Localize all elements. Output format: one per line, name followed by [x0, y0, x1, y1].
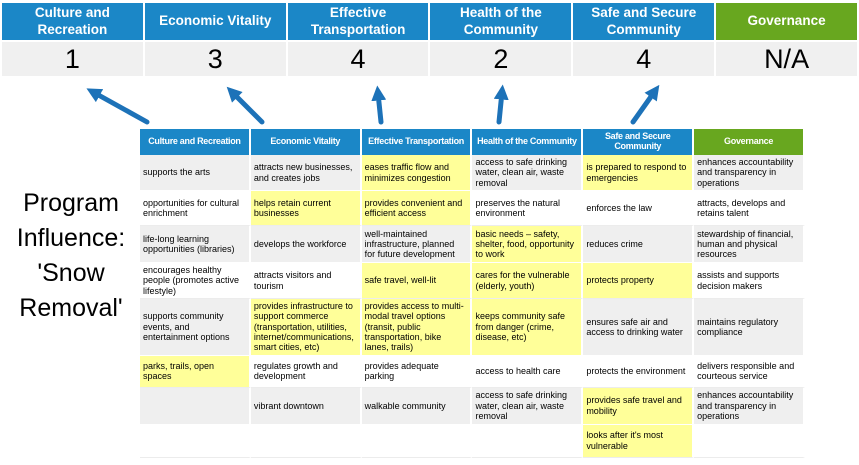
matrix-cell-maintains-regulatory-compliance: maintains regulatory compliance — [694, 299, 805, 356]
matrix-cell-basic-needs-safety-shelter-food-opportun: basic needs – safety, shelter, food, opportunity to work — [472, 226, 583, 263]
matrix-cell-parks-trails-open-spaces: parks, trails, open spaces — [140, 356, 251, 388]
matrix-header-economic-vitality: Economic Vitality — [251, 129, 362, 155]
matrix-cell-access-to-safe-drinking-water-clean-air-: access to safe drinking water, clean air, waste removal — [472, 388, 583, 425]
matrix-cell-looks-after-it-s-most-vulnerable: looks after it's most vulnerable — [583, 425, 694, 458]
matrix-cell-empty — [694, 425, 805, 458]
matrix-cell-empty — [251, 425, 362, 458]
matrix-cell-enforces-the-law: enforces the law — [583, 191, 694, 226]
matrix-cell-access-to-safe-drinking-water-clean-air-: access to safe drinking water, clean air, waste removal — [472, 155, 583, 191]
matrix-cell-well-maintained-infrastructure-planned-f: well-maintained infrastructure, planned for future development — [362, 226, 473, 263]
score-header-effective-transportation: Effective Transportation — [288, 3, 429, 40]
matrix-cell-empty — [140, 388, 251, 425]
matrix-cell-develops-the-workforce: develops the workforce — [251, 226, 362, 263]
arrow-economic-vitality — [232, 92, 262, 122]
arrow-effective-transportation — [378, 93, 381, 122]
arrow-safe-secure-community — [633, 91, 655, 122]
score-value-culture-and-recreation: 1 — [2, 42, 143, 76]
matrix-cell-access-to-health-care: access to health care — [472, 356, 583, 388]
matrix-cell-supports-the-arts: supports the arts — [140, 155, 251, 191]
matrix-header-effective-transportation: Effective Transportation — [362, 129, 473, 155]
matrix-row — [140, 155, 805, 191]
matrix-cell-regulates-growth-and-development: regulates growth and development — [251, 356, 362, 388]
matrix-row — [140, 226, 805, 263]
score-value-health-of-the-community: 2 — [430, 42, 571, 76]
matrix-cell-assists-and-supports-decision-makers: assists and supports decision makers — [694, 263, 805, 299]
matrix-cell-vibrant-downtown: vibrant downtown — [251, 388, 362, 425]
score-header-health-of-the-community: Health of the Community — [430, 3, 571, 40]
matrix-cell-eases-traffic-flow-and-minimizes-congest: eases traffic flow and minimizes congestion — [362, 155, 473, 191]
matrix-cell-is-prepared-to-respond-to-emergencies: is prepared to respond to emergencies — [583, 155, 694, 191]
matrix-cell-safe-travel-well-lit: safe travel, well-lit — [362, 263, 473, 299]
matrix-row — [140, 191, 805, 226]
matrix-row — [140, 425, 805, 458]
score-header-culture-and-recreation: Culture and Recreation — [2, 3, 143, 40]
matrix-cell-attracts-new-businesses-and-creates-jobs: attracts new businesses, and creates jobs — [251, 155, 362, 191]
matrix-cell-encourages-healthy-people-promotes-activ: encourages healthy people (promotes active lifestyle) — [140, 263, 251, 299]
matrix-row — [140, 263, 805, 299]
matrix-cell-opportunities-for-cultural-enrichment: opportunities for cultural enrichment — [140, 191, 251, 226]
matrix-header-health-of-the-community: Health of the Community — [472, 129, 583, 155]
program-influence-title: Program Influence: 'Snow Removal' — [16, 189, 126, 322]
score-summary-table — [2, 3, 857, 76]
matrix-cell-provides-adequate-parking: provides adequate parking — [362, 356, 473, 388]
matrix-cell-attracts-develops-and-retains-talent: attracts, develops and retains talent — [694, 191, 805, 226]
matrix-cell-provides-infrastructure-to-support-comme: provides infrastructure to support commerce (transportation, utilities, internet/communications, smart cities, etc) — [251, 299, 362, 356]
matrix-header-culture-and-recreation: Culture and Recreation — [140, 129, 251, 155]
arrow-health-community — [499, 92, 502, 122]
matrix-cell-empty — [472, 425, 583, 458]
matrix-cell-empty — [140, 425, 251, 458]
score-value-effective-transportation: 4 — [288, 42, 429, 76]
matrix-cell-cares-for-the-vulnerable-elderly-youth: cares for the vulnerable (elderly, youth) — [472, 263, 583, 299]
matrix-cell-provides-convenient-and-efficient-access: provides convenient and efficient access — [362, 191, 473, 226]
category-matrix-table — [140, 129, 805, 458]
matrix-cell-stewardship-of-financial-human-and-physi: stewardship of financial, human and physical resources — [694, 226, 805, 263]
matrix-cell-reduces-crime: reduces crime — [583, 226, 694, 263]
matrix-cell-provides-safe-travel-and-mobility: provides safe travel and mobility — [583, 388, 694, 425]
matrix-cell-empty — [362, 425, 473, 458]
score-value-governance: N/A — [716, 42, 857, 76]
score-value-economic-vitality: 3 — [145, 42, 286, 76]
matrix-cell-attracts-visitors-and-tourism: attracts visitors and tourism — [251, 263, 362, 299]
matrix-header-governance: Governance — [694, 129, 805, 155]
matrix-cell-supports-community-events-and-entertainm: supports community events, and entertainment options — [140, 299, 251, 356]
matrix-header-safe-and-secure-community: Safe and Secure Community — [583, 129, 694, 155]
matrix-cell-preserves-the-natural-environment: preserves the natural environment — [472, 191, 583, 226]
score-header-governance: Governance — [716, 3, 857, 40]
matrix-row — [140, 388, 805, 425]
matrix-cell-keeps-community-safe-from-danger-crime-d: keeps community safe from danger (crime, disease, etc) — [472, 299, 583, 356]
matrix-cell-walkable-community: walkable community — [362, 388, 473, 425]
score-value-safe-and-secure-community: 4 — [573, 42, 714, 76]
matrix-cell-enhances-accountability-and-transparency: enhances accountability and transparency in operations — [694, 388, 805, 425]
matrix-row — [140, 299, 805, 356]
arrow-culture-recreation — [93, 92, 147, 122]
matrix-cell-protects-property: protects property — [583, 263, 694, 299]
matrix-cell-helps-retain-current-businesses: helps retain current businesses — [251, 191, 362, 226]
matrix-cell-life-long-learning-opportunities-librari: life-long learning opportunities (libraries) — [140, 226, 251, 263]
matrix-cell-ensures-safe-air-and-access-to-drinking-: ensures safe air and access to drinking water — [583, 299, 694, 356]
matrix-cell-enhances-accountability-and-transparency: enhances accountability and transparency in operations — [694, 155, 805, 191]
matrix-cell-provides-access-to-multi-modal-travel-op: provides access to multi-modal travel options (transit, public transportation, bike lanes, trails) — [362, 299, 473, 356]
matrix-cell-delivers-responsible-and-courteous-servi: delivers responsible and courteous service — [694, 356, 805, 388]
score-header-safe-and-secure-community: Safe and Secure Community — [573, 3, 714, 40]
matrix-cell-protects-the-environment: protects the environment — [583, 356, 694, 388]
matrix-row — [140, 356, 805, 388]
score-header-economic-vitality: Economic Vitality — [145, 3, 286, 40]
